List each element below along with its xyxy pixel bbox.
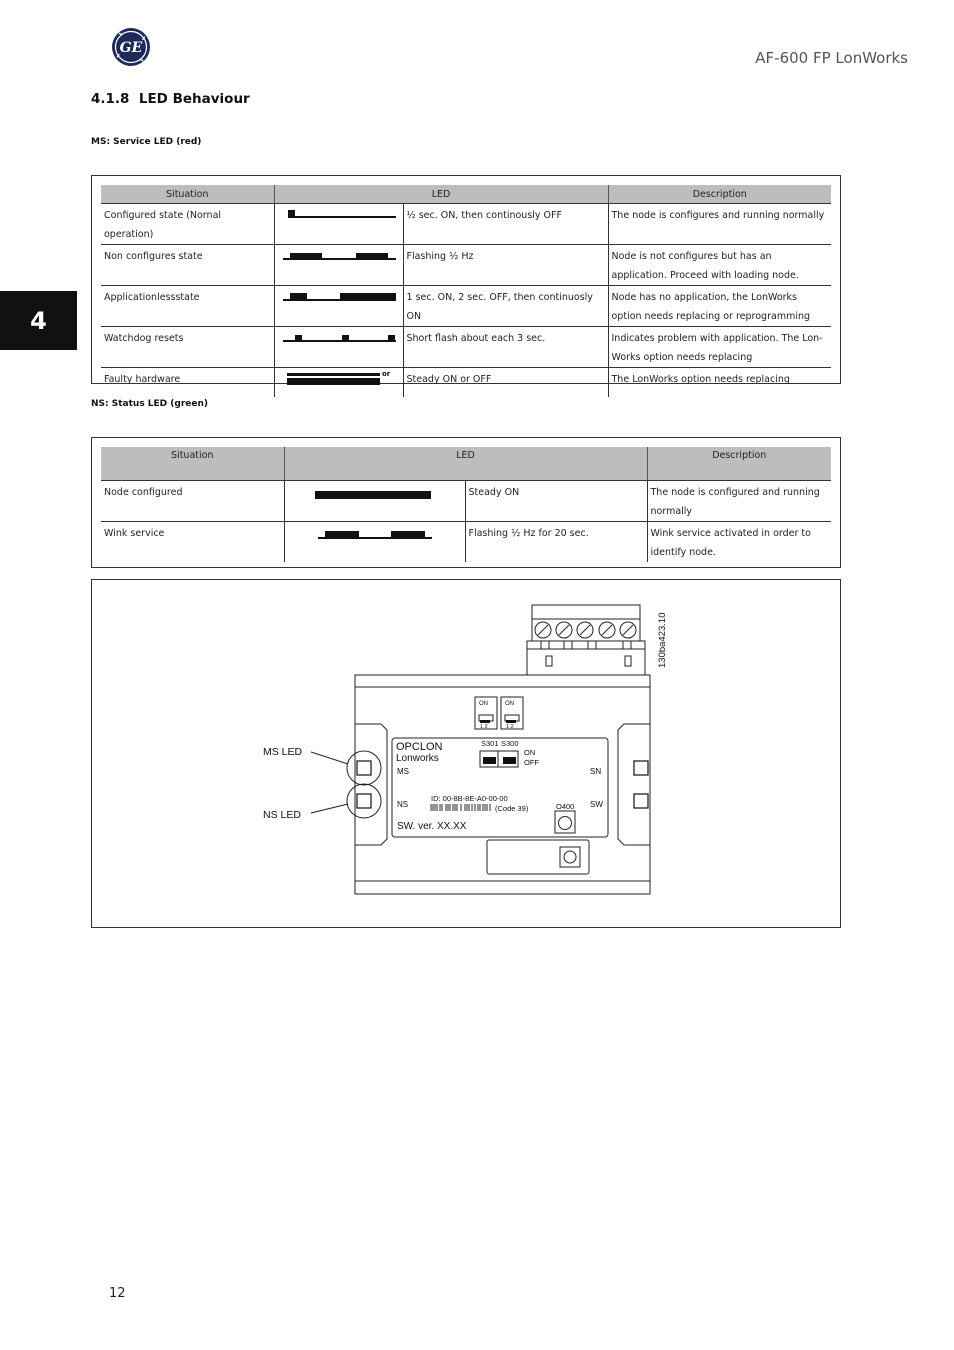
ns-led-table [101, 447, 831, 562]
led-signal-steady-on [285, 481, 466, 520]
sw-version: SW. ver. XX.XX [397, 821, 467, 832]
svg-text:(Code 39): (Code 39) [495, 804, 529, 813]
situation-cell: Non configures state [101, 245, 274, 286]
barcode-graphic [431, 804, 490, 811]
svg-text:ON: ON [524, 748, 536, 757]
svg-text:MS: MS [397, 767, 409, 776]
ms-table-caption: MS: Service LED (red) [91, 137, 202, 147]
module-body [355, 675, 650, 894]
description-cell: Indicates problem with application. The Lon-Works option needs replacing [608, 327, 831, 368]
column-header-situation: Situation [101, 447, 284, 480]
svg-text:OFF: OFF [524, 758, 539, 767]
led-signal-flashing [275, 245, 404, 284]
column-header-led: LED [274, 185, 608, 204]
ms-led-label: MS LED [263, 746, 303, 758]
table-row [101, 286, 831, 327]
led-signal-cell [274, 204, 403, 245]
ms-led-circle [347, 751, 381, 785]
svg-text:1 2: 1 2 [506, 724, 514, 730]
chapter-tab: 4 [0, 291, 77, 350]
brand-label: OPCLON [396, 741, 443, 753]
led-signal-cell [274, 368, 403, 397]
situation-cell: Wink service [101, 521, 284, 562]
ns-table-caption: NS: Status LED (green) [91, 399, 209, 409]
svg-text:GE: GE [119, 40, 143, 56]
ms-table-frame [91, 175, 841, 384]
figure-id: 130ba423.10 [657, 612, 668, 668]
situation-cell: Node configured [101, 480, 284, 521]
description-cell: Node has no application, the LonWorks option needs replacing or reprogramming [608, 286, 831, 327]
led-text-cell: Short flash about each 3 sec. [403, 327, 608, 368]
section-heading [91, 91, 250, 107]
svg-text:S300: S300 [501, 739, 519, 748]
situation-cell: Configured state (Nornal operation) [101, 204, 274, 245]
ns-led-circle [347, 784, 381, 818]
column-header-description: Description [647, 447, 831, 480]
svg-text:or: or [381, 370, 390, 378]
product-label: Lonworks [396, 753, 439, 764]
ns-led-label: NS LED [263, 809, 301, 821]
description-cell: The node is configured and running normally [647, 480, 831, 521]
column-header-description: Description [608, 185, 831, 204]
table-row [101, 327, 831, 368]
situation-cell: Watchdog resets [101, 327, 274, 368]
led-signal-flashing [285, 522, 466, 561]
table-row [101, 368, 831, 397]
led-signal-cell [274, 245, 403, 286]
led-signal-cell [284, 480, 465, 521]
table-row [101, 480, 831, 521]
module-drawing [92, 580, 840, 927]
svg-text:SW: SW [590, 800, 603, 809]
led-text-cell: Steady ON [465, 480, 647, 521]
id-label: ID: 00-8B-8E-A0-00-00 [431, 794, 508, 803]
section-title: LED Behaviour [138, 91, 250, 107]
description-cell: Node is not configures but has an application. Proceed with loading node. [608, 245, 831, 286]
svg-text:ON: ON [479, 701, 488, 707]
situation-cell: Applicationlessstate [101, 286, 274, 327]
led-signal-single-pulse [275, 204, 404, 228]
description-cell: Wink service activated in order to identify node. [650, 527, 811, 558]
column-header-led: LED [284, 447, 647, 480]
svg-text:1 2: 1 2 [480, 724, 488, 730]
lonworks-module-diagram [91, 579, 841, 928]
page-number: 12 [109, 1286, 126, 1301]
svg-text:NS: NS [397, 800, 409, 809]
svg-text:S301: S301 [481, 739, 499, 748]
led-signal-pulse-then-on [275, 286, 404, 325]
svg-text:SN: SN [590, 767, 602, 776]
section-number: 4.1.8 [91, 91, 130, 107]
led-signal-short-flashes [275, 327, 404, 366]
led-text-cell: Flashing ½ Hz [403, 245, 608, 286]
led-text-cell: 1 sec. ON, 2 sec. OFF, then continuosly ON [403, 286, 608, 327]
service-button [559, 817, 572, 830]
svg-text:O400: O400 [556, 802, 575, 811]
svg-text:ON: ON [505, 701, 514, 707]
ms-led-table [101, 185, 831, 397]
ns-table-frame [91, 437, 841, 568]
led-text-cell: Steady ON or OFF [403, 368, 608, 397]
table-row [101, 245, 831, 286]
situation-cell: Faulty hardware [101, 368, 274, 397]
led-signal-cell [274, 327, 403, 368]
table-row [101, 204, 831, 245]
led-signal-steady-or [275, 368, 404, 397]
led-text-cell: Flashing ½ Hz for 20 sec. [465, 521, 647, 562]
ge-logo [111, 27, 151, 67]
column-header-situation: Situation [101, 185, 274, 204]
led-signal-cell [274, 286, 403, 327]
description-cell: The node is configures and running normally [608, 204, 831, 245]
terminal-block-top [532, 605, 640, 619]
led-signal-cell [284, 521, 465, 562]
document-title: AF-600 FP LonWorks [755, 49, 908, 67]
description-cell: The LonWorks option needs replacing [611, 374, 790, 385]
led-text-cell: ½ sec. ON, then continously OFF [403, 204, 608, 245]
table-row [101, 521, 831, 562]
